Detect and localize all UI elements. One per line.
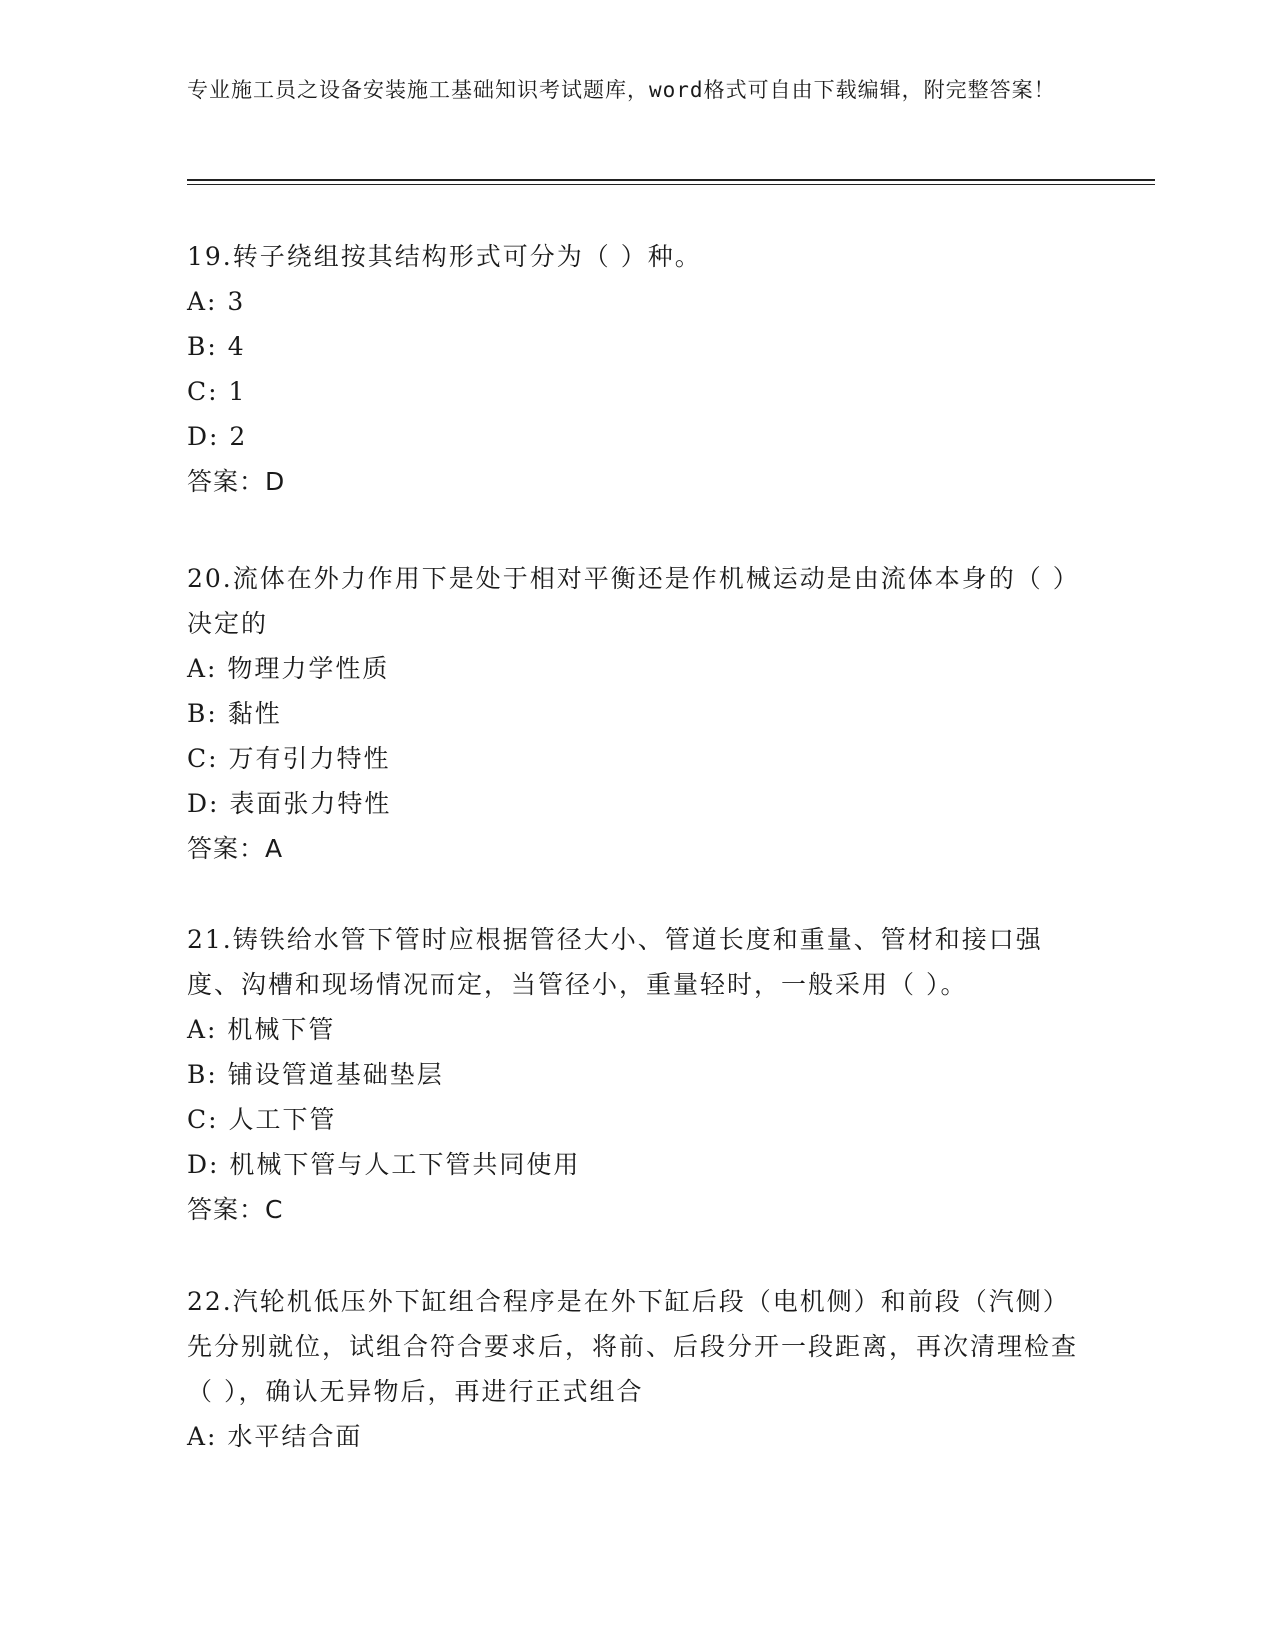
option-c: C: 人工下管 xyxy=(187,1105,337,1134)
answer-label: 答案：D xyxy=(187,467,286,496)
header-rule-thick xyxy=(187,179,1155,181)
option-d: D: 2 xyxy=(187,422,248,451)
option-a: A: 物理力学性质 xyxy=(187,654,390,683)
option-c: C: 1 xyxy=(187,377,247,406)
answer-label: 答案：C xyxy=(187,1195,284,1224)
option-a: A: 3 xyxy=(187,287,246,316)
option-a: A: 水平结合面 xyxy=(187,1422,363,1451)
question-21 xyxy=(187,917,1087,1232)
option-b: B: 铺设管道基础垫层 xyxy=(187,1060,444,1089)
question-stem: 19.转子绕组按其结构形式可分为（ ）种。 xyxy=(187,242,702,271)
question-19 xyxy=(187,234,1087,504)
option-d: D: 表面张力特性 xyxy=(187,789,392,818)
option-a: A: 机械下管 xyxy=(187,1015,336,1044)
document-header: 专业施工员之设备安装施工基础知识考试题库，word格式可自由下载编辑，附完整答案！ xyxy=(187,78,1056,102)
header-rule-thin xyxy=(187,184,1155,185)
option-b: B: 4 xyxy=(187,332,246,361)
option-b: B: 黏性 xyxy=(187,699,282,728)
question-stem: 21.铸铁给水管下管时应根据管径大小、管道长度和重量、管材和接口强度、沟槽和现场情况而定，当管径小，重量轻时，一般采用（ ）。 xyxy=(187,925,1043,999)
question-22 xyxy=(187,1279,1087,1459)
answer-label: 答案：A xyxy=(187,834,284,863)
question-stem: 20.流体在外力作用下是处于相对平衡还是作机械运动是由流体本身的（ ）决定的 xyxy=(187,564,1080,638)
option-d: D: 机械下管与人工下管共同使用 xyxy=(187,1150,581,1179)
question-20 xyxy=(187,556,1087,871)
question-stem: 22.汽轮机低压外下缸组合程序是在外下缸后段（电机侧）和前段（汽侧）先分别就位，试组合符合要求后，将前、后段分开一段距离，再次清理检查（ ），确认无异物后，再进行正式组合 xyxy=(187,1287,1079,1406)
option-c: C: 万有引力特性 xyxy=(187,744,391,773)
